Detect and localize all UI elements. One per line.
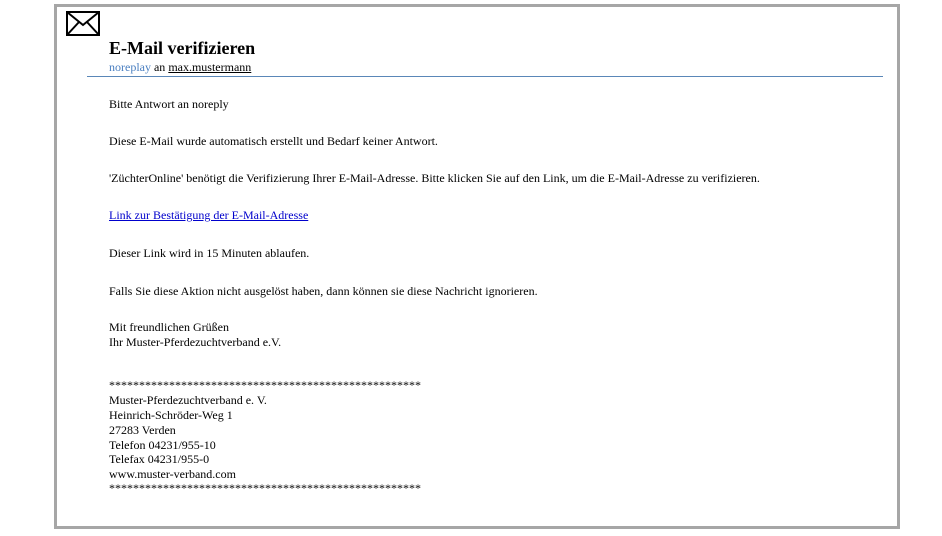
email-subject: E-Mail verifizieren — [109, 38, 256, 58]
verification-link[interactable]: Link zur Bestätigung der E-Mail-Adresse — [109, 208, 309, 222]
signature-city: 27283 Verden — [109, 423, 176, 437]
envelope-icon — [66, 11, 100, 36]
email-meta — [109, 60, 251, 74]
sender-name: noreplay — [109, 60, 151, 74]
expiry-note: Dieser Link wird in 15 Minuten ablaufen. — [109, 246, 310, 260]
signature-separator-top: **************************************************** — [109, 378, 421, 392]
signature-org: Muster-Pferdezuchtverband e. V. — [109, 393, 267, 407]
signature-phone: Telefon 04231/955-10 — [109, 438, 216, 452]
ignore-note: Falls Sie diese Aktion nicht ausgelöst haben, dann können sie diese Nachricht ignorieren. — [109, 284, 538, 298]
closing-greeting: Mit freundlichen Grüßen — [109, 320, 229, 334]
recipient-link[interactable]: max.mustermann — [168, 60, 252, 74]
signature-website: www.muster-verband.com — [109, 467, 236, 481]
signature-fax: Telefax 04231/955-0 — [109, 452, 210, 466]
reply-note: Bitte Antwort an noreply — [109, 97, 229, 111]
signature-street: Heinrich-Schröder-Weg 1 — [109, 408, 233, 422]
header-divider — [87, 76, 883, 77]
auto-note: Diese E-Mail wurde automatisch erstellt und Bedarf keiner Antwort. — [109, 134, 438, 148]
closing-org: Ihr Muster-Pferdezuchtverband e.V. — [109, 335, 282, 349]
verification-text: 'ZüchterOnline' benötigt die Verifizierung Ihrer E-Mail-Adresse. Bitte klicken Sie auf den Link, um die E-Mail-Adresse zu verifizieren. — [109, 171, 760, 185]
signature-separator-bottom: **************************************************** — [109, 481, 421, 495]
meta-connector: an — [153, 60, 166, 74]
